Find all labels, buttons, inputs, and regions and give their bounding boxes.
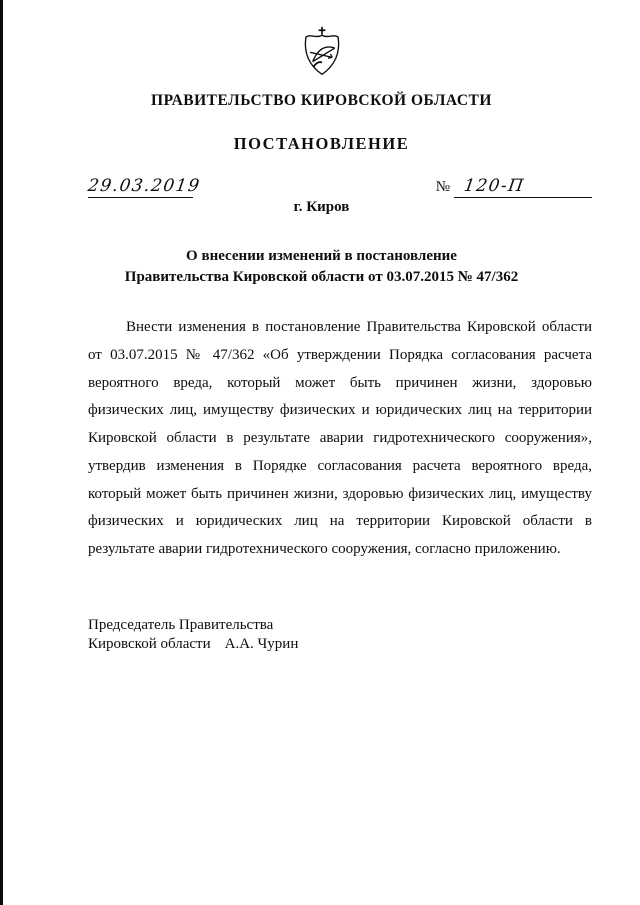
number-sign: № <box>435 179 450 195</box>
number-field <box>436 176 592 198</box>
body-paragraph: Внести изменения в постановление Правительства Кировской области от 03.07.2015 № 47/362 «Об утверждении Порядка согласования расчета вероятного вреда, который может быть причинен жизни, здоровью физических лиц, имуществу физических и юридических лиц на территории Кировской области в результате аварии гидротехнического сооружения», утвердив изменения в Порядке согласования расчета вероятного вреда, который может быть причинен жизни, здоровью физических лиц, имуществу физических и юридических лиц на территории Кировской области в результате аварии гидротехнического сооружения, согласно приложению. <box>88 319 592 557</box>
place-line: г. Киров <box>293 199 350 215</box>
organization-name: ПРАВИТЕЛЬСТВО КИРОВСКОЙ ОБЛАСТИ <box>151 92 492 109</box>
signature-block <box>88 616 592 655</box>
handwritten-date: 29.03.2019 <box>86 176 202 196</box>
signature-title-line2 <box>88 635 592 655</box>
coat-of-arms-icon <box>296 26 348 82</box>
document-type-heading: ПОСТАНОВЛЕНИЕ <box>233 134 410 153</box>
meta-row <box>88 176 592 198</box>
document-title-line2: Правительства Кировской области от 03.07.2015 № 47/362 <box>124 269 519 285</box>
number-value-underline <box>454 176 592 198</box>
date-field <box>86 176 202 198</box>
handwritten-number: 120-П <box>462 176 526 196</box>
document-title-line1: О внесении изменений в постановление <box>186 248 457 264</box>
document-title <box>3 246 640 288</box>
signatory-name: А.А. Чурин <box>224 636 299 653</box>
signature-org: Кировской области <box>88 636 211 653</box>
signature-title-line1: Председатель Правительства <box>88 616 274 633</box>
